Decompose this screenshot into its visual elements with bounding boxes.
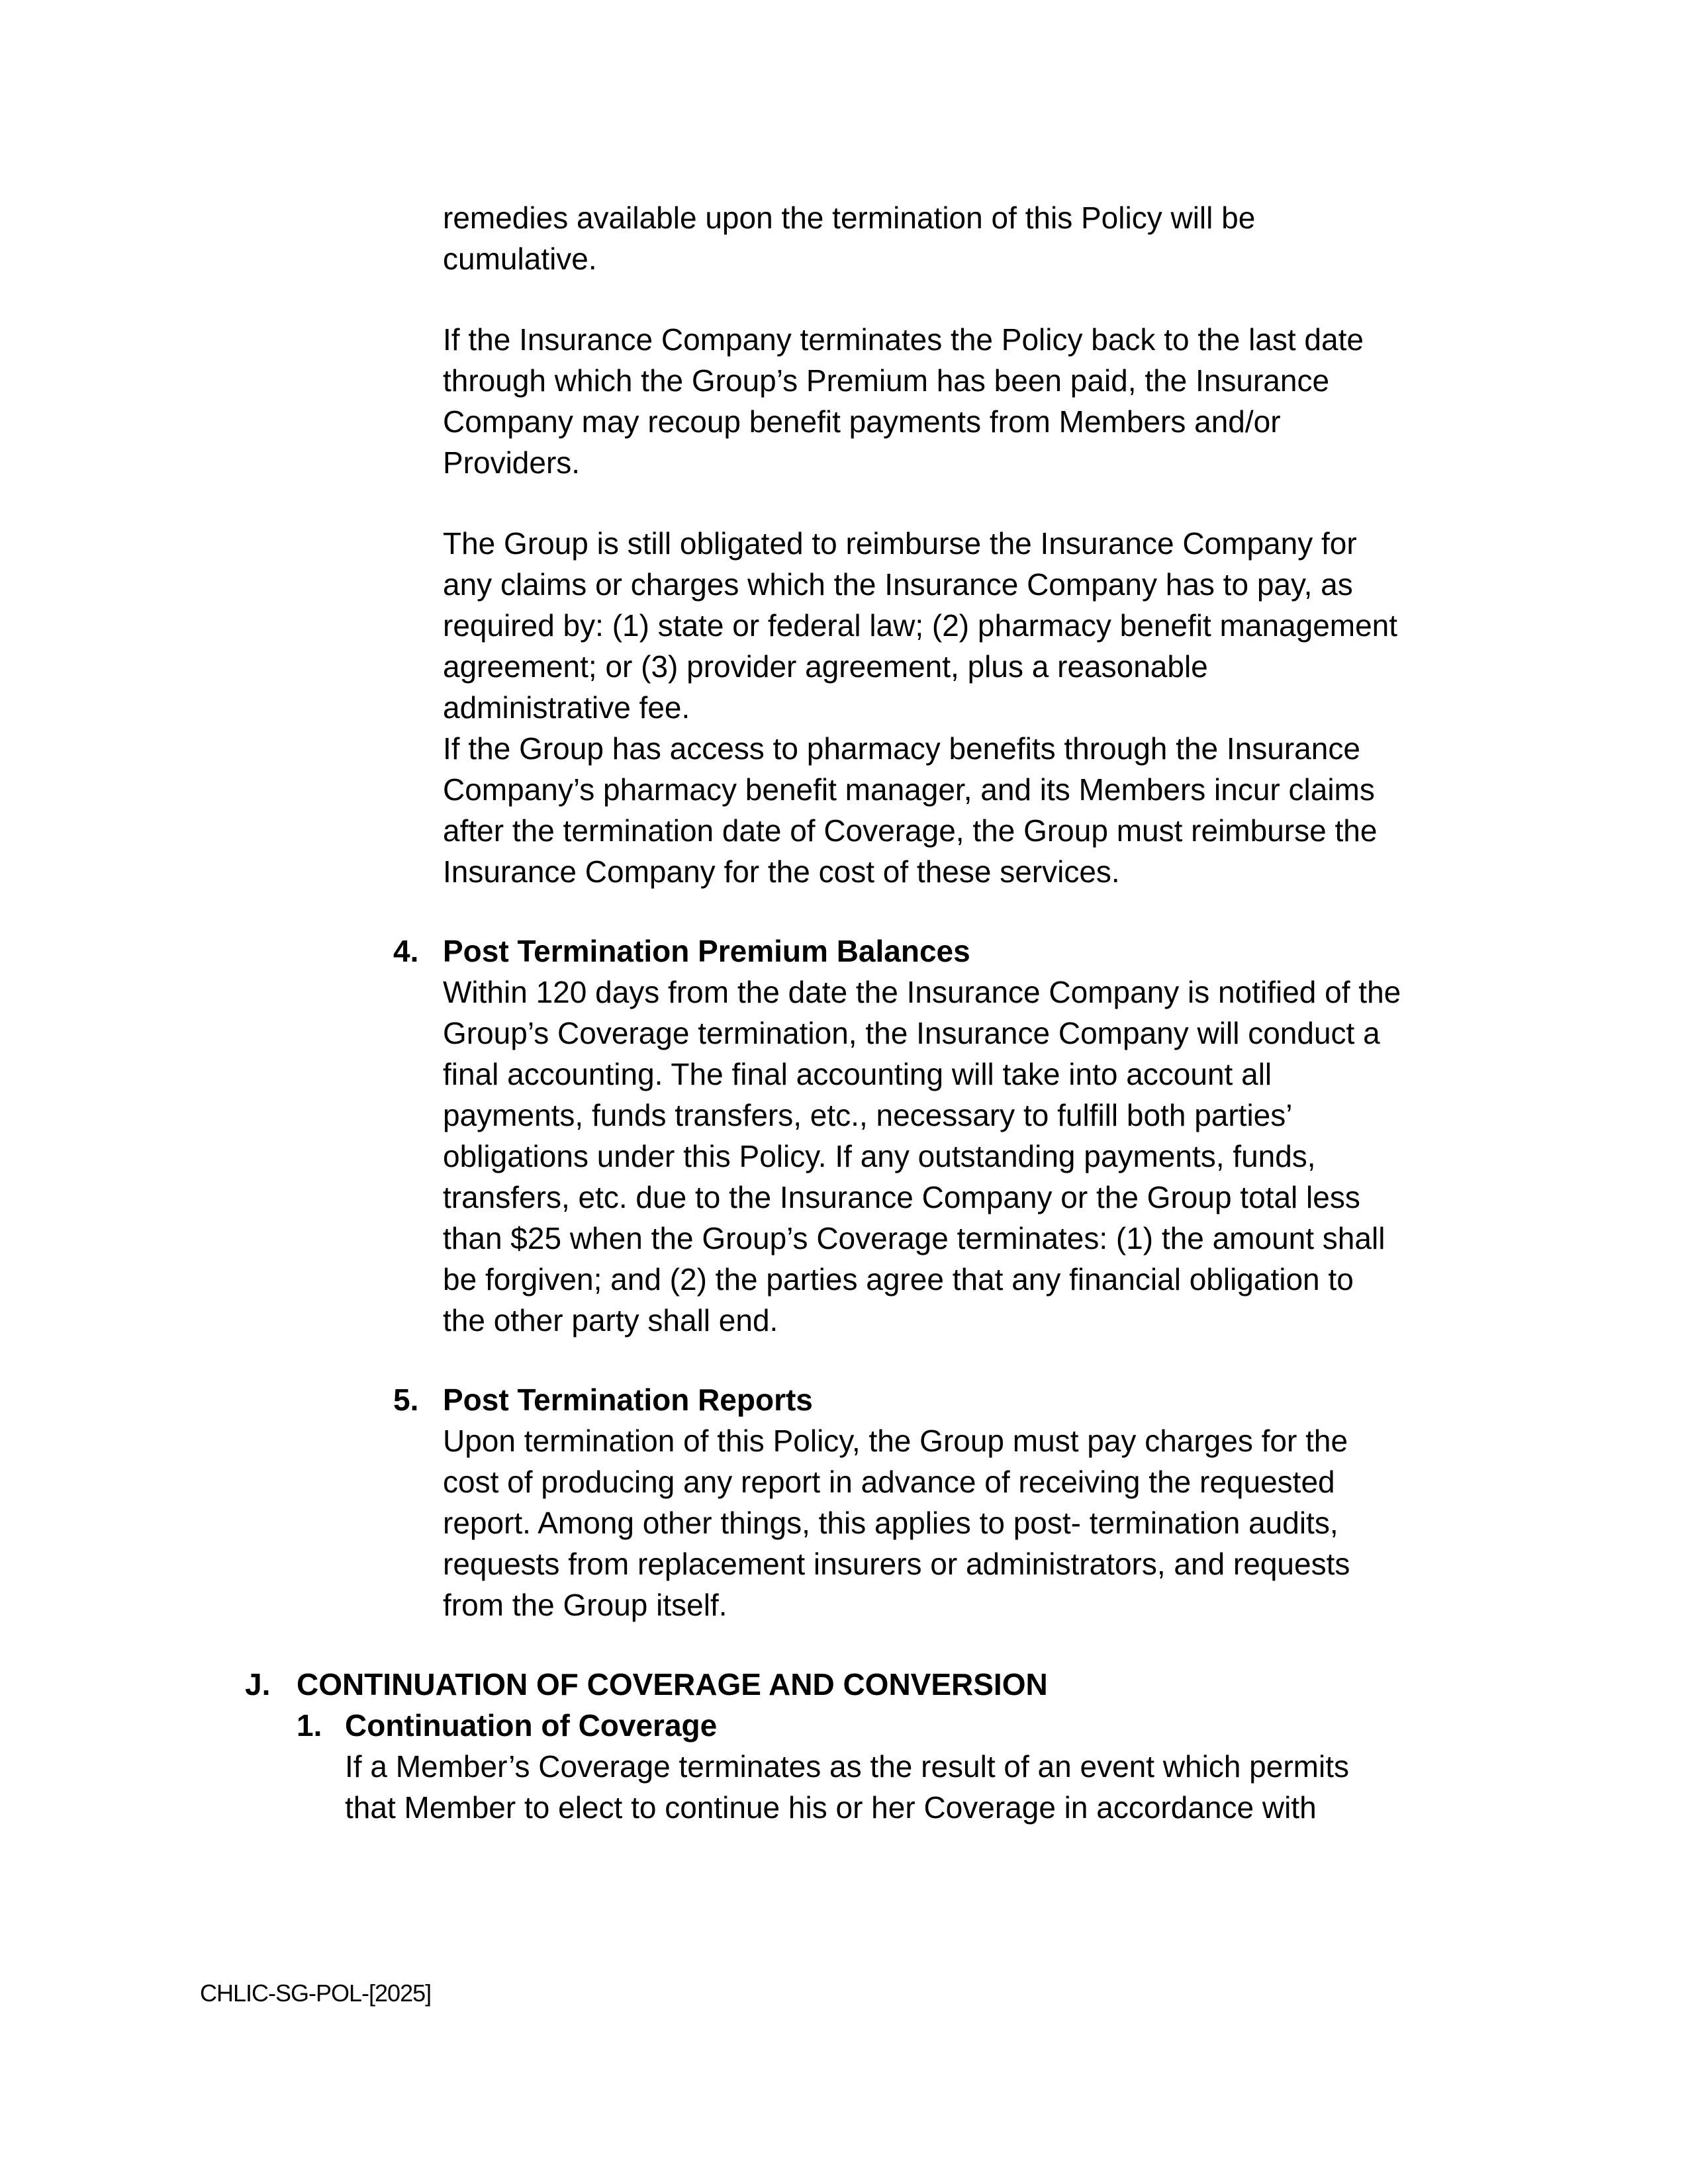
- section-4-body: Within 120 days from the date the Insurance Company is notified of the Group’s Coverage termination, the Insurance Company will conduct a final accounting. The final accounting will take into account all payments, funds transfers, etc., necessary to fulfill both parties’ obligations under this Policy. If any outstanding payments, funds, transfers, etc. due to the Insurance Company or the Group total less than $25 when the Group’s Coverage terminates: (1) the amount shall be forgiven; and (2) the parties agree that any financial obligation to the other party shall end.: [443, 975, 1401, 1338]
- paragraph-reimburse: The Group is still obligated to reimburse the Insurance Company for any claims or charges which the Insurance Company has to pay, as required by: (1) state or federal law; (2) pharmacy benefit management agreement; or (3) provider agreement, plus a reasonable administrative fee. If the Group has access to pharmacy benefits through the Insurance Company’s pharmacy benefit manager, and its Members incur claims after the termination date of Coverage, the Group must reimburse the Insurance Company for the cost of these services.: [443, 526, 1398, 889]
- paragraph-cumulative: remedies available upon the termination of this Policy will be cumulative.: [443, 201, 1256, 276]
- section-j-letter: J.: [245, 1667, 271, 1702]
- section-5-body: Upon termination of this Policy, the Group must pay charges for the cost of producing any report in advance of receiving the requested report. Among other things, this applies to post- termination audits, requests from replacement insurers or administrators, and requests from the Group itself.: [443, 1424, 1350, 1622]
- section-j-heading: CONTINUATION OF COVERAGE AND CONVERSION: [297, 1667, 1048, 1702]
- paragraph-recoup: If the Insurance Company terminates the Policy back to the last date through which the Group’s Premium has been paid, the Insurance Company may recoup benefit payments from Members and/or Providers.: [443, 322, 1364, 480]
- section-5-number: 5.: [393, 1383, 419, 1417]
- section-j1-heading: Continuation of Coverage: [345, 1708, 718, 1743]
- footer-form-code: CHLIC-SG-POL-[2025]: [200, 1979, 432, 2007]
- section-j1-body: If a Member’s Coverage terminates as the result of an event which permits that Member to elect to continue his or her Coverage in accordance with: [345, 1749, 1349, 1825]
- section-j1-number: 1.: [297, 1708, 322, 1743]
- section-5-heading: Post Termination Reports: [443, 1383, 813, 1417]
- section-4-heading: Post Termination Premium Balances: [443, 934, 970, 968]
- section-4-number: 4.: [393, 934, 419, 968]
